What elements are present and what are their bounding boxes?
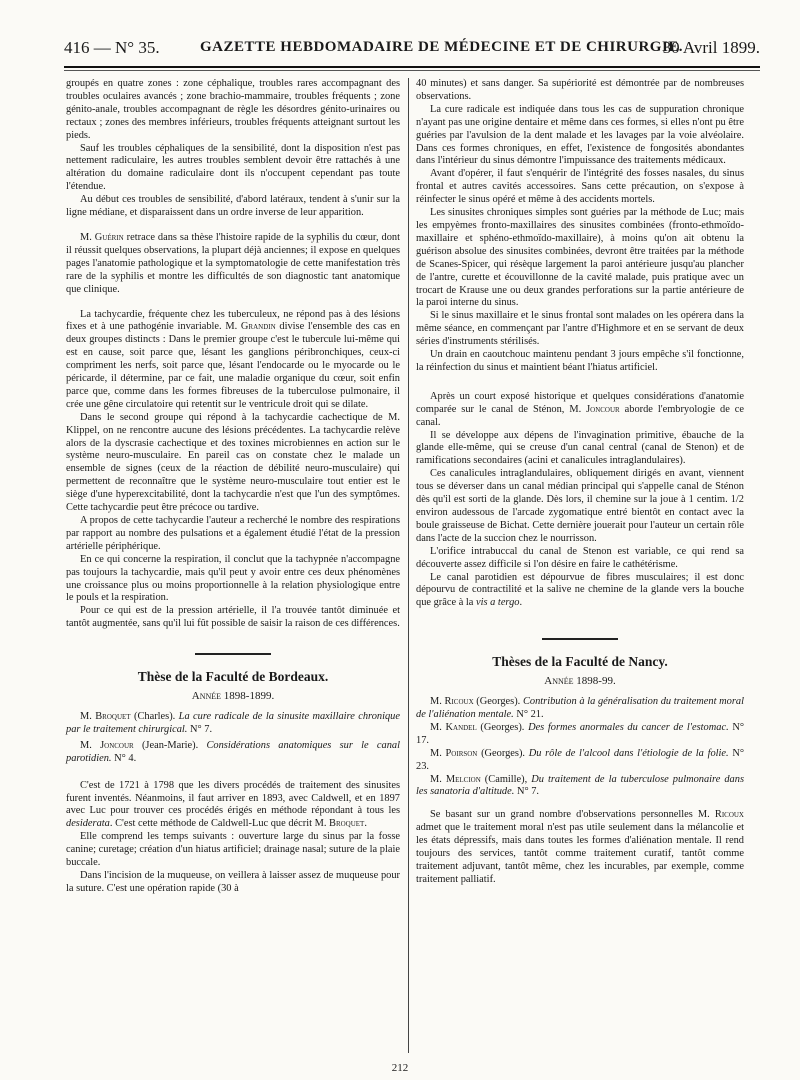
paragraph: Dans l'incision de la muqueuse, on veillera à laisser assez de muqueuse pour la suture. C'est une opération rapide (30 à [66,869,400,894]
paragraph: Ces canalicules intraglandulaires, obliquement dirigés en avant, viennent tous se déverser dans un canal médian principal qui s'appelle canal de Sténon dès qu'il est sorti de la glande. Dès lors, il chemine sur la joue à 1 centim. 1/2 environ audessous de l'arcade zygomatique entré bientôt en contact avec la boule graisseuse de Bichat. Cette dernière jouerait pour l'auteur un certain rôle dans l'acte de la succion chez le nourrisson. [416,468,744,544]
paragraph: A propos de cette tachycardie l'auteur a recherché le nombre des respirations par rapport au nombre des pulsations et a également étudié l'état de la pression artérielle périphérique. [66,515,400,552]
paragraph-guerin: M. Guérin retrace dans sa thèse l'histoire rapide de la syphilis du cœur, dont il réussit quelques observations, la plupart déjà anciennes; il expose en quelques pages l'anatomie pathologique et la symptomatologie de cette manifestation très rare de la syphilis et montre les difficultés de son diagnostic tant anatomique que clinique. [66,231,400,295]
paragraph: Un drain en caoutchouc maintenu pendant 3 jours empêche s'il fonctionne, la réinfection du sinus et maintient béant l'hiatus artificiel. [416,349,744,373]
header-rule [64,66,760,68]
running-header [64,36,760,60]
left-column [66,78,400,896]
paragraph: En ce qui concerne la respiration, il conclut que la tachypnée n'accompagne pas toujours la tachycardie, mais qu'il peut y avoir entre ces deux phénomènes une croissance plus ou moins proportionnelle à la relation physiologique entre le pouls et la respiration. [66,553,400,604]
paragraph: C'est de 1721 à 1798 que les divers procédés de traitement des sinusites furent inventés. Néanmoins, il faut arriver en 1893, avec Caldwell, et en 1897 avec Luc pour trouver ces procédés érigés en méthode répondant à tous les desiderata. C'est cette méthode de Caldwell-Luc que décrit M. Broquet. [66,779,400,830]
thesis-entry: M. Poirson (Georges). Du rôle de l'alcool dans l'étiologie de la folie. N° 23. [416,747,744,772]
page-number-issue: 416 — N° 35. [64,38,160,57]
section-title-bordeaux: Thèse de la Faculté de Bordeaux. [137,669,329,685]
journal-title: GAZETTE HEBDOMADAIRE DE MÉDECINE ET DE CHIRURGIE. [200,39,684,55]
paragraph: Les sinusites chroniques simples sont guéries par la méthode de Luc; mais les empyèmes fronto-maxillaires des sinusites combinées (fronto-ethmoïdo-maxillaire et sphéno-ethmoïdo-maxillaire), à moins qu'on ait obtenu la guérison absolue des sinusites combinées, devront être traitées par la méthode de Scanes-Spicer, qui résèque largement la paroi antérieure jusqu'au plancher de l'antre, curette et écouvillonne de la cavité malade, puis pratique avec un trocart de Krause une ou deux grandes perforations sur la partie antérieure de la paroi interne du sinus. [416,207,744,309]
paragraph: L'orifice intrabuccal du canal de Stenon est variable, ce qui rend sa découverte assez difficile si l'on désire en faire le cathétérisme. [416,545,744,570]
section-separator [542,638,618,640]
paragraph: La cure radicale est indiquée dans tous les cas de suppuration chronique n'ayant pas une origine dentaire et même dans ces formes, si elles n'ont pu être guéries par l'avulsion de la dent malade et les lavages par la voie alvéolaire. Dans ces formes chroniques, en effet, l'existence de fongosités abondantes dans l'intérieur du sinus démontre l'impuissance des traitements médicaux. [416,103,744,167]
author-name: M. Guérin [80,231,124,243]
column-divider [408,78,409,1053]
academic-year: Année 1898-1899. [191,690,275,703]
right-column [416,78,744,887]
thesis-entry: M. Melcion (Camille), Du traitement de la tuberculose pulmonaire dans les sanatoria d'altitude. N° 7. [416,773,744,798]
thesis-entry: M. Kandel (Georges). Des formes anormales du cancer de l'estomac. N° 17. [416,721,745,746]
section-title-nancy: Thèses de la Faculté de Nancy. [492,654,668,670]
author-name: Grandin [240,321,276,333]
paragraph: Le canal parotidien est dépourvue de fibres musculaires; il est donc dépourvu de contractilité et la salive ne chemine de la glande vers la bouche que grâce à la vis a tergo. [416,571,744,609]
header-rule-thin [64,70,760,71]
thesis-entry: M. Broquet (Charles). La cure radicale de la sinusite maxillaire chronique par le traitement chirurgical. N° 7. [66,710,400,735]
paragraph-ricoux: Se basant sur un grand nombre d'observations personnelles M. Ricoux admet que le traitement moral n'est pas utile seulement dans la mélancolie et les états dépressifs, mais dans toutes les formes d'aliénation mentale. Il rend toujours des services, tantôt comme traitement curatif, tantôt comme traitement adjuvant, tantôt même, chez les incurables, par exemple, comme traitement palliatif. [416,809,744,885]
issue-date: 30 Avril 1899. [662,38,760,57]
paragraph: Il se développe aux dépens de l'invagination primitive, ébauche de la glande elle-même, qui se creuse d'un canal central (canal de Stenon) et de ramifications secondaires (acini et canalicules intraglandulaires). [416,429,744,467]
signature-mark: 212 [391,1062,409,1074]
paragraph: Avant d'opérer, il faut s'enquérir de l'intégrité des fosses nasales, du sinus frontal et autres cavités accessoires. Sans cette précaution, on s'expose à réinfecter le sinus opéré et même à des accidents mortels. [416,168,744,206]
paragraph: Pour ce qui est de la pression artérielle, il l'a trouvée tantôt diminuée et tantôt augmentée, sans qu'il lui fût possible de saisir la raison de ces différences. [66,605,400,630]
paragraph: 40 minutes) et sans danger. Sa supériorité est démontrée par de nombreuses observations. [416,78,744,102]
paragraph-grandin: La tachycardie, fréquente chez les tuberculeux, ne répond pas à des lésions fixes et à une pathogénie invariable. M. Grandin divise l'ensemble des cas en deux groupes distincts : Dans le premier groupe c'est le tubercule lui-même qui est en cause, soit parce que, lésant les ganglions péribronchiques, ceux-ci compriment les nerfs, soit parce que, lésant l'endocarde ou le myocarde ou le péricarde, il détermine, par ce fait, une maladie organique du cœur, soit enfin parce que, comme dans les formes fibreuses de la tuberculose pulmonaire, il crée une gêne circulatoire qui retentit sur le ventricule droit qui se dilate. [66,308,400,410]
paragraph: Sauf les troubles céphaliques de la sensibilité, dont la disposition n'est pas nettement radiculaire, les autres troubles semblent devoir être rattachés à une altération du domaine radiculaire dont ils n'occupent cependant pas toute l'étendue. [66,142,400,193]
paragraph: Au début ces troubles de sensibilité, d'abord latéraux, tendent à s'unir sur la ligne médiane, et disparaissent dans un ordre inverse de leur apparition. [66,194,400,219]
paragraph: groupés en quatre zones : zone céphalique, troubles rares accompagnant des troubles oculaires avancés ; zone brachio-mammaire, troubles fréquents ; zone génito-anale, troubles accompagnant de règle les désordres génito-urinaires ou rectaux ; zones des membres inférieurs, troubles fréquents atteignant surtout les pieds. [66,78,400,141]
paragraph: Elle comprend les temps suivants : ouverture large du sinus par la fosse canine; curetage; création d'un hiatus artificiel; drainage nasal; suture de la plaie buccale. [66,831,400,869]
thesis-entry: M. Joncour (Jean-Marie). Considérations anatomiques sur le canal parotidien. N° 4. [66,739,400,764]
paragraph: Si le sinus maxillaire et le sinus frontal sont malades on les opérera dans la même séance, en commençant par l'antre d'Highmore et en se servant de deux séries d'instruments stérilisés. [416,310,744,348]
academic-year: Année 1898-99. [544,675,616,688]
section-separator [195,653,271,655]
paragraph: Dans le second groupe qui répond à la tachycardie cachectique de M. Klippel, on ne rencontre aucune des lésions précédentes. La tachycardie relève alors de la dyscrasie cachectique et des toxines microbiennes en action sur le système neuro-musculaire. En pareil cas on constate chez le malade un ensemble de signes (ceux de la réaction de débilité neuro-musculaire) qui permettent de reconnaître que le système neuro-musculaire tout entier est le siège d'une hyperexcitabilité, dont la tachycardie n'est que l'un des symptômes. Cette tachycardie peut être précoce ou tardive. [66,411,400,514]
paragraph-joncour: Après un court exposé historique et quelques considérations d'anatomie comparée sur le canal de Sténon, M. Joncour aborde l'embryologie de ce canal. [416,390,744,428]
thesis-entry: M. Ricoux (Georges). Contribution à la généralisation du traitement moral de l'aliénation mentale. N° 21. [416,696,744,720]
